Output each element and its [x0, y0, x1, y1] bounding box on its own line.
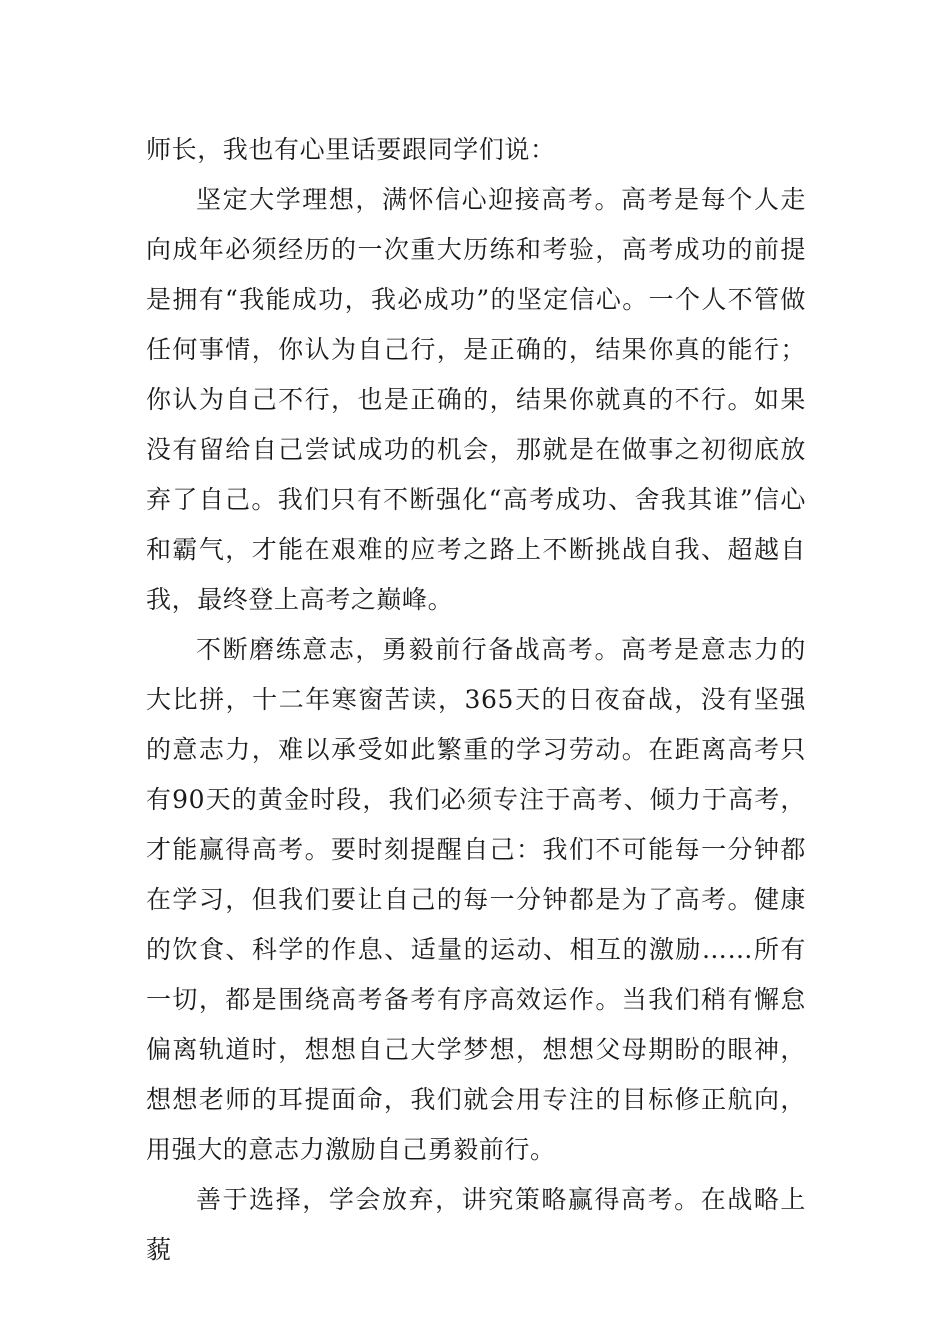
document-body: [146, 125, 806, 1275]
paragraph-willpower: 不断磨练意志，勇毅前行备战高考。高考是意志力的大比拼，十二年寒窗苦读，365天的日夜奋战，没有坚强的意志力，难以承受如此繁重的学习劳动。在距离高考只有90天的黄金时段，我们必须专注于高考、倾力于高考，才能赢得高考。要时刻提醒自己：我们不可能每一分钟都在学习，但我们要让自己的每一分钟都是为了高考。健康的饮食、科学的作息、适量的运动、相互的激励……所有一切，都是围绕高考备考有序高效运作。当我们稍有懈怠偏离轨道时，想想自己大学梦想，想想父母期盼的眼神，想想老师的耳提面命，我们就会用专注的目标修正航向，用强大的意志力激励自己勇毅前行。: [146, 635, 806, 1164]
paragraph-confidence: 坚定大学理想，满怀信心迎接高考。高考是每个人走向成年必须经历的一次重大历练和考验，高考成功的前提是拥有“我能成功，我必成功”的坚定信心。一个人不管做任何事情，你认为自己行，是正确的，结果你真的能行；你认为自己不行，也是正确的，结果你就真的不行。如果没有留给自己尝试成功的机会，那就是在做事之初彻底放弃了自己。我们只有不断强化“高考成功、舍我其谁”信心和霸气，才能在艰难的应考之路上不断挑战自我、超越自我，最终登上高考之巅峰。: [146, 185, 806, 614]
paragraph-continuation: 师长，我也有心里话要跟同学们说：: [146, 135, 556, 164]
paragraph-strategy: 善于选择，学会放弃，讲究策略赢得高考。在战略上藐: [146, 1185, 806, 1264]
